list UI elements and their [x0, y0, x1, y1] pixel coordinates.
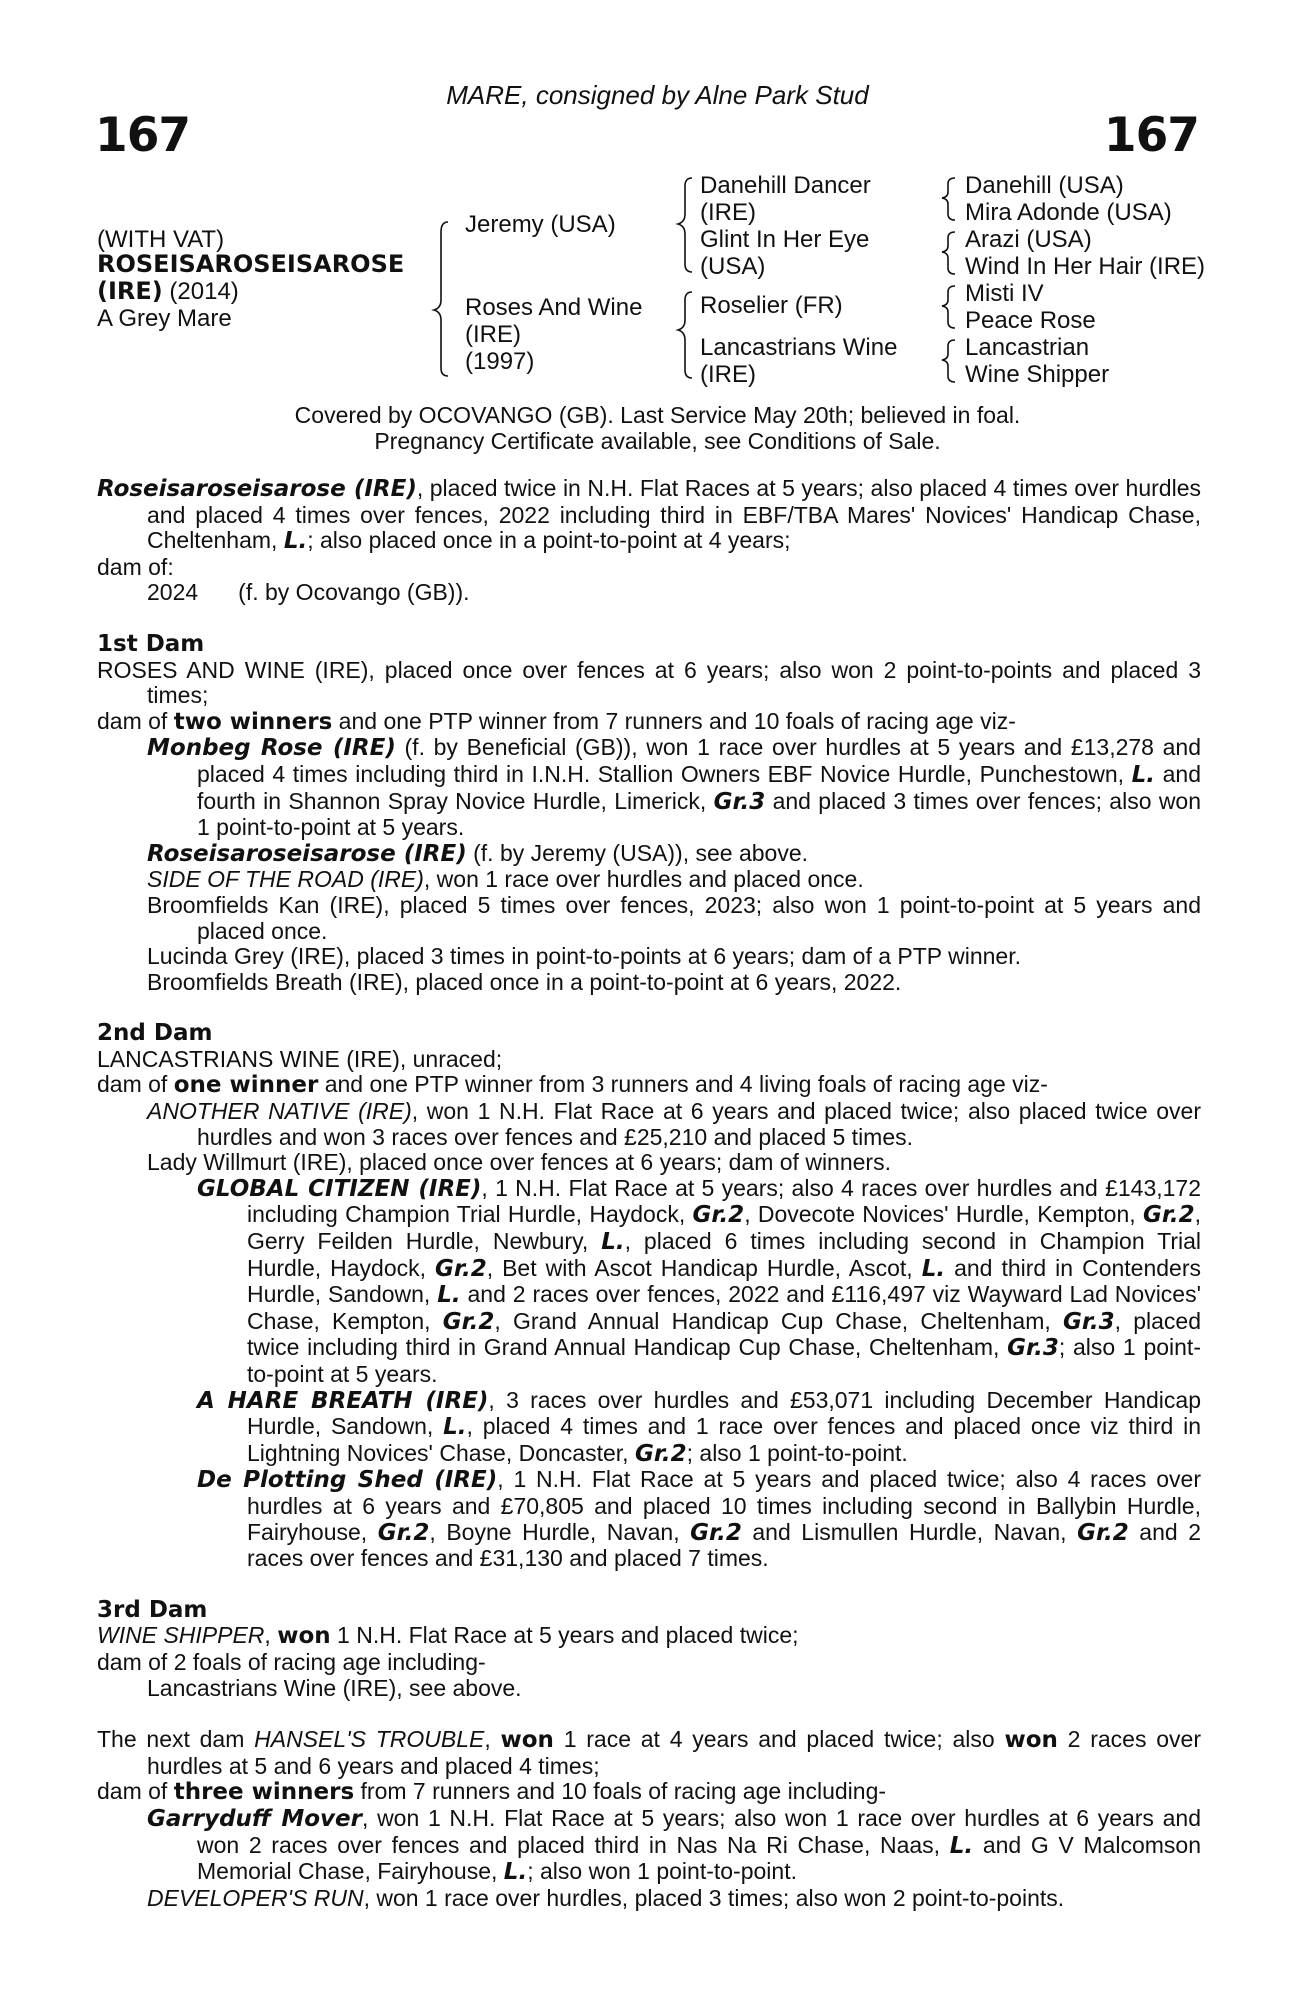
pedigree-g7: Lancastrian	[965, 334, 1090, 361]
foal-year: 2024	[147, 579, 199, 606]
consignment-line: MARE, consigned by Alne Park Stud	[446, 80, 869, 110]
pedigree-sire-sire	[700, 172, 871, 226]
produce-side-of-the-road	[97, 867, 1201, 893]
group-mark: Gr.2	[692, 1202, 745, 1229]
horse-vat: (WITH VAT)	[97, 226, 225, 253]
produce-text: , Bet with Ascot Handicap Hurdle, Ascot,	[486, 1254, 922, 1281]
dd-country: (IRE)	[700, 361, 756, 388]
sd-country: (USA)	[700, 253, 766, 280]
intro-dam-of: dam of:	[97, 553, 174, 580]
brace-g78	[942, 340, 955, 382]
listed-mark: L.	[949, 1832, 974, 1859]
produce-text: ; also 1 point-to-point at 5 years.	[247, 1334, 1201, 1387]
produce-text: , placed 4 times and 1 race over fences and placed once viz third in Lightning Novices' Chase, Doncaster,	[247, 1413, 1201, 1466]
pedigree-dam-country: (IRE)	[465, 321, 521, 348]
pedigree-g8: Wine Shipper	[965, 361, 1110, 388]
pedigree-dam-dam	[700, 334, 897, 388]
produce-de-plotting-shed	[97, 1467, 1201, 1571]
horse-year: (2014)	[169, 278, 239, 305]
pedigree-sire-dam	[700, 226, 869, 280]
produce-developers-run	[97, 1886, 1201, 1912]
listed-mark: L.	[437, 1282, 461, 1309]
produce-text: ; also 1 point-to-point.	[686, 1439, 908, 1466]
pedigree-dam-year: (1997)	[465, 348, 535, 375]
group-mark: Gr.3	[713, 788, 766, 815]
pedigree-g1: Danehill (USA)	[965, 172, 1124, 199]
third-dam-text	[97, 1623, 1201, 1650]
won-mark: won	[1004, 1727, 1058, 1754]
produce-garryduff-mover	[97, 1806, 1201, 1886]
produce-roseisaroseisarose	[97, 841, 1201, 868]
group-mark: Gr.2	[377, 1519, 430, 1546]
pedigree-g6: Peace Rose	[965, 307, 1096, 334]
produce-text: , Boyne Hurdle, Navan,	[429, 1518, 691, 1545]
horse-description: A Grey Mare	[97, 305, 232, 332]
listed-mark: L.	[443, 1414, 467, 1441]
produce-lady-willmurt: Lady Willmurt (IRE), placed once over fences at 6 years; dam of winners.	[147, 1149, 891, 1176]
produce-text: , Gerry Feilden Hurdle, Newbury,	[247, 1201, 1202, 1255]
dam-of-summary: and one PTP winner from 3 runners and 4 living foals of racing age viz-	[318, 1071, 1048, 1098]
dam-of-summary: from 7 runners and 10 foals of racing age including-	[354, 1778, 887, 1805]
brace-sire	[678, 178, 692, 272]
produce-text: , 1 N.H. Flat Race at 5 years and placed twice; also 4 races over hurdles at 6 years and £70,805 and placed 10 times including second in Ballybin Hurdle, Fairyhouse,	[247, 1466, 1201, 1545]
produce-text: , won 1 N.H. Flat Race at 5 years; also won 1 race over hurdles at 6 years and won 2 races over fences and placed third in Nas Na Ri Chase, Naas,	[197, 1804, 1201, 1858]
pedigree-g5: Misti IV	[965, 280, 1044, 307]
pedigree-g3: Arazi (USA)	[965, 226, 1092, 253]
pedigree-sire: Jeremy (USA)	[465, 211, 616, 238]
produce-monbeg-rose	[97, 735, 1201, 840]
produce-text: , 3 races over hurdles and £53,071 including December Handicap Hurdle, Sandown,	[247, 1386, 1201, 1440]
produce-text: , won 1 race over hurdles, placed 3 times; also won 2 point-to-points.	[363, 1884, 1065, 1911]
produce-name: DEVELOPER'S RUN	[147, 1884, 364, 1911]
second-dam-heading: 2nd Dam	[97, 1020, 213, 1047]
produce-broomfields-breath: Broomfields Breath (IRE), placed once in a point-to-point at 6 years, 2022.	[147, 968, 902, 995]
brace-g56	[942, 286, 955, 328]
group-mark: Gr.2	[442, 1308, 495, 1335]
produce-text: , won 1 N.H. Flat Race at 6 years and placed twice; also placed twice over hurdles and won 3 races over fences and £25,210 and placed 5 times.	[197, 1098, 1201, 1150]
produce-name: Garryduff Mover	[147, 1805, 362, 1832]
next-dam-dam-of	[97, 1779, 1201, 1806]
winners-count: three winners	[173, 1779, 355, 1806]
sd-name: Glint In Her Eye	[700, 226, 870, 253]
brace-parents	[434, 222, 448, 376]
produce-name: Roseisaroseisarose (IRE)	[147, 840, 467, 867]
intro-text: , placed twice in N.H. Flat Races at 5 years; also placed 4 times over hurdles and placed 4 times over fences, 2022 including third in EBF/TBA Mares' Novices' Handicap Chase, Cheltenham,	[147, 475, 1201, 554]
pedigree-dam	[465, 294, 642, 375]
listed-mark: L.	[503, 1859, 528, 1886]
produce-text: , placed 6 times including second in Champion Trial Hurdle, Haydock,	[247, 1228, 1202, 1281]
group-mark: Gr.2	[690, 1519, 742, 1546]
third-dam-heading: 3rd Dam	[97, 1596, 208, 1623]
pedigree-dam-sire: Roselier (FR)	[700, 292, 843, 319]
produce-name: ANOTHER NATIVE (IRE)	[147, 1098, 412, 1125]
brace-g12	[942, 178, 955, 220]
lot-number-left: 167	[95, 108, 191, 163]
brace-g34	[942, 232, 955, 274]
first-dam-heading: 1st Dam	[97, 630, 205, 657]
produce-text: ; also won 1 point-to-point.	[527, 1858, 797, 1885]
pedigree-dam-name: Roses And Wine	[465, 294, 643, 321]
first-dam-dam-of	[97, 709, 1201, 736]
produce-text: and fourth in Shannon Spray Novice Hurdle, Limerick,	[197, 760, 1202, 814]
dam-of-summary: and one PTP winner from 7 runners and 10 foals of racing age viz-	[332, 707, 1016, 734]
horse-country: (IRE)	[97, 277, 163, 305]
listed-mark: L.	[283, 528, 308, 555]
produce-another-native	[97, 1099, 1201, 1150]
third-dam-sep: ,	[264, 1622, 278, 1649]
produce-text: and Lismullen Hurdle, Navan,	[741, 1518, 1078, 1545]
produce-name: De Plotting Shed (IRE)	[197, 1467, 498, 1494]
produce-text: , won 1 race over hurdles and placed once.	[423, 866, 864, 893]
listed-mark: L.	[921, 1255, 946, 1282]
dam-of-label: dam of	[97, 1778, 174, 1805]
catalogue-body	[97, 476, 1201, 1911]
produce-text: and placed 3 times over fences; also won 1 point-to-point at 5 years.	[197, 787, 1202, 841]
foal-sire: (f. by Ocovango (GB)).	[238, 579, 470, 606]
produce-lucinda-grey: Lucinda Grey (IRE), placed 3 times in point-to-points at 6 years; dam of a PTP winner.	[147, 943, 1021, 970]
next-dam-sep: ,	[484, 1726, 501, 1753]
produce-text: , Grand Annual Handicap Cup Chase, Cheltenham,	[494, 1307, 1063, 1334]
produce-name: SIDE OF THE ROAD (IRE)	[147, 866, 424, 893]
intro-foal	[147, 580, 1201, 606]
intro-horse-name: Roseisaroseisarose (IRE)	[97, 476, 417, 502]
covered-line-2: Pregnancy Certificate available, see Conditions of Sale.	[374, 428, 941, 454]
dd-name: Lancastrians Wine	[700, 334, 898, 361]
produce-lancastrians-wine: Lancastrians Wine (IRE), see above.	[147, 1674, 522, 1701]
produce-text: (f. by Jeremy (USA)), see above.	[466, 839, 809, 866]
group-mark: Gr.3	[1007, 1335, 1059, 1362]
pedigree-g4: Wind In Her Hair (IRE)	[965, 253, 1206, 280]
produce-name: A HARE BREATH (IRE)	[197, 1387, 489, 1414]
produce-text: and 2 races over fences, 2022 and £116,497 viz Wayward Lad Novices' Chase, Kempton,	[247, 1281, 1201, 1334]
won-mark: won	[277, 1623, 331, 1650]
produce-text: , placed twice including third in Grand Annual Handicap Cup Chase, Cheltenham,	[247, 1307, 1202, 1361]
won-mark: won	[500, 1727, 554, 1754]
listed-mark: L.	[1131, 761, 1156, 788]
produce-name: Monbeg Rose (IRE)	[147, 735, 396, 762]
covered-line-1: Covered by OCOVANGO (GB). Last Service May 20th; believed in foal.	[294, 402, 1021, 428]
next-dam-record: 1 race at 4 years and placed twice; also	[553, 1726, 1005, 1753]
third-dam-name: WINE SHIPPER	[97, 1622, 265, 1649]
winners-count: two winners	[173, 708, 333, 735]
produce-broomfields-kan: Broomfields Kan (IRE), placed 5 times over fences, 2023; also won 1 point-to-point at 5 years and placed once.	[147, 891, 1201, 944]
third-dam-record: 1 N.H. Flat Race at 5 years and placed twice;	[330, 1622, 799, 1649]
brace-dam	[678, 292, 692, 378]
listed-mark: L.	[601, 1229, 625, 1256]
next-dam-text	[97, 1727, 1201, 1779]
produce-text: , 1 N.H. Flat Race at 5 years; also 4 races over hurdles and £143,172 including Champion Trial Hurdle, Haydock,	[247, 1174, 1202, 1228]
next-dam-record: 2 races over hurdles at 5 and 6 years and placed 4 times;	[147, 1726, 1201, 1779]
ss-country: (IRE)	[700, 199, 756, 226]
lot-number-right: 167	[1103, 108, 1199, 163]
produce-text: and 2 races over fences and £31,130 and placed 7 times.	[247, 1518, 1202, 1572]
group-mark: Gr.3	[1062, 1308, 1115, 1335]
pedigree-g2: Mira Adonde (USA)	[965, 199, 1172, 226]
produce-text: (f. by Beneficial (GB)), won 1 race over hurdles at 5 years and £13,278 and placed 4 times including third in I.N.H. Stallion Owners EBF Novice Hurdle, Punchestown,	[197, 734, 1202, 787]
produce-text: and G V Malcomson Memorial Chase, Fairyhouse,	[197, 1831, 1201, 1885]
ss-name: Danehill Dancer	[700, 172, 871, 199]
produce-text: , Dovecote Novices' Hurdle, Kempton,	[744, 1201, 1143, 1228]
first-dam-text: ROSES AND WINE (IRE), placed once over fences at 6 years; also won 2 point-to-points and placed 3 times;	[97, 656, 1201, 709]
group-mark: Gr.2	[1142, 1202, 1195, 1229]
dam-of-label: dam of	[97, 707, 174, 734]
group-mark: Gr.2	[435, 1255, 487, 1282]
dam-of-label: dam of	[97, 1071, 174, 1098]
group-mark: Gr.2	[1077, 1519, 1129, 1546]
second-dam-text: LANCASTRIANS WINE (IRE), unraced;	[97, 1045, 503, 1072]
next-dam-name: HANSEL'S TROUBLE	[254, 1726, 485, 1753]
covering-info	[0, 402, 1315, 454]
group-mark: Gr.2	[634, 1440, 687, 1467]
winners-count: one winner	[173, 1072, 319, 1099]
intro-text-2: ; also placed once in a point-to-point at 4 years;	[307, 527, 791, 554]
next-dam-label: The next dam	[97, 1726, 255, 1753]
intro-paragraph	[97, 476, 1201, 555]
produce-global-citizen	[97, 1176, 1201, 1388]
produce-name: GLOBAL CITIZEN (IRE)	[197, 1175, 482, 1202]
produce-a-hare-breath	[97, 1388, 1201, 1468]
second-dam-dam-of	[97, 1072, 1201, 1099]
horse-name: ROSEISAROSEISAROSE	[97, 250, 405, 278]
produce-text: and third in Contenders Hurdle, Sandown,	[247, 1254, 1201, 1308]
third-dam-dam-of: dam of 2 foals of racing age including-	[97, 1648, 486, 1675]
